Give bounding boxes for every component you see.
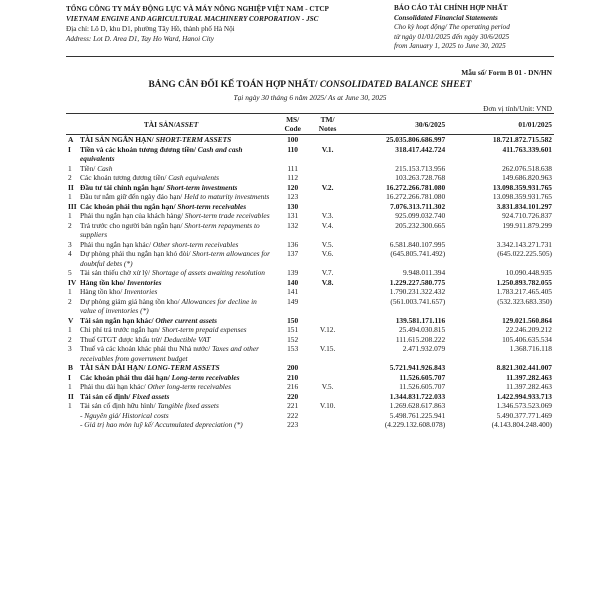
table-row xyxy=(66,164,554,174)
asset-label xyxy=(66,411,276,421)
value-2025-06-30: 5.721.941.926.843 xyxy=(389,363,446,372)
table-row xyxy=(66,192,554,202)
row-code: 216 xyxy=(287,382,299,391)
asset-label xyxy=(66,401,276,411)
asset-name-en: Allowances for decline in value of inventories (*) xyxy=(80,296,257,315)
col-date-2: 01/01/2025 xyxy=(447,114,554,135)
asset-name-vn: Trả trước cho người bán ngắn hạn/ xyxy=(80,220,185,230)
asset-label xyxy=(66,221,276,240)
value-2025-06-30: 7.076.313.711.302 xyxy=(390,201,446,211)
row-index: 1 xyxy=(68,382,72,391)
value-2025-01-01: 1.783.217.465.405 xyxy=(496,287,552,296)
asset-label xyxy=(66,145,276,164)
asset-label xyxy=(66,287,276,297)
asset-label xyxy=(66,392,276,402)
value-2025-06-30: 16.272.266.781.080 xyxy=(386,192,446,201)
asset-name-vn: Các khoản phải thu dài hạn/ xyxy=(80,372,172,382)
row-index: I xyxy=(68,144,71,154)
row-index: 2 xyxy=(68,173,72,182)
company-name-en: VIETNAM ENGINE AND AGRICULTURAL MACHINERY CORPORATION - JSC xyxy=(66,15,319,23)
asset-label xyxy=(66,192,276,202)
asset-name-vn: TÀI SẢN DÀI HẠN/ xyxy=(80,363,148,372)
asset-label xyxy=(66,202,276,212)
asset-label xyxy=(66,183,276,193)
row-code: 123 xyxy=(287,192,299,201)
value-2025-01-01: (4.143.804.248.400) xyxy=(491,420,552,429)
row-code: 120 xyxy=(287,182,299,192)
asset-name-vn: Dự phòng giảm giá hàng tồn kho/ xyxy=(80,296,182,306)
row-note xyxy=(309,411,346,421)
row-index: I xyxy=(68,372,71,382)
asset-name-vn: - Giá trị hao mòn luỹ kế/ xyxy=(80,420,155,429)
header-divider xyxy=(66,56,554,57)
asset-name-en: Cash equivalents xyxy=(168,173,219,182)
asset-name-vn: TÀI SẢN NGẮN HẠN/ xyxy=(80,135,156,144)
asset-label xyxy=(66,316,276,326)
value-2025-01-01: 411.763.339.601 xyxy=(502,144,552,154)
asset-name-en: Cash and cash equivalents xyxy=(80,144,243,163)
value-2025-01-01: 5.490.377.771.469 xyxy=(496,410,552,420)
row-code: 136 xyxy=(287,239,299,249)
asset-label xyxy=(66,135,276,145)
asset-name-vn: Tài sản ngắn hạn khác/ xyxy=(80,315,156,325)
table-row xyxy=(66,411,554,421)
value-2025-06-30: 205.232.300.665 xyxy=(395,220,446,230)
table-row xyxy=(66,268,554,278)
asset-label xyxy=(66,382,276,392)
row-index: A xyxy=(68,135,74,144)
value-2025-01-01: (532.323.683.350) xyxy=(497,296,552,306)
row-code: 140 xyxy=(287,277,299,287)
row-code: 152 xyxy=(287,334,299,344)
value-2025-01-01: 22.246.209.212 xyxy=(505,325,552,334)
row-code: 220 xyxy=(287,391,299,401)
address-en: Address: Lot D. Area D1, Tay Ho Ward, Hanoi City xyxy=(66,35,214,43)
value-2025-01-01: 199.911.879.299 xyxy=(502,220,552,230)
form-number: Mẫu số/ Form B 01 - DN/HN xyxy=(461,68,552,77)
row-note xyxy=(309,297,346,316)
row-code: 149 xyxy=(287,296,299,306)
table-row xyxy=(66,373,554,383)
asset-name-en: Long-term receivables xyxy=(171,372,240,382)
row-note xyxy=(309,173,346,183)
table-row xyxy=(66,173,554,183)
asset-name-vn: Tài sản thiếu chờ xử lý/ xyxy=(80,268,152,277)
value-2025-01-01: 11.397.282.463 xyxy=(506,382,552,391)
row-note: V.4. xyxy=(321,220,334,230)
asset-name-vn: Thuế GTGT được khấu trừ/ xyxy=(80,334,164,344)
table-row xyxy=(66,344,554,363)
asset-name-vn: - Nguyên giá/ xyxy=(80,410,123,420)
value-2025-06-30: 318.417.442.724 xyxy=(395,144,446,154)
value-2025-01-01: 18.721.872.715.582 xyxy=(492,135,552,144)
value-2025-06-30: 139.581.171.116 xyxy=(395,315,446,325)
asset-name-en: Other long-term receivables xyxy=(147,382,231,391)
asset-name-en: Inventories xyxy=(127,277,162,287)
row-index: 1 xyxy=(68,192,72,201)
asset-label xyxy=(66,164,276,174)
row-code: 132 xyxy=(287,220,299,230)
value-2025-06-30: 25.035.806.686.997 xyxy=(386,135,446,144)
asset-name-en: Shortage of assets awaiting resolution xyxy=(151,268,266,277)
row-note xyxy=(309,192,346,202)
asset-name-vn: Dự phòng phải thu ngắn hạn khó đòi/ xyxy=(80,249,193,258)
asset-name-vn: Phải thu dài hạn khác/ xyxy=(80,382,148,391)
value-2025-01-01: (645.022.225.505) xyxy=(497,249,552,258)
asset-name-vn: Tài sản cố định/ xyxy=(80,391,133,401)
asset-name-vn: Các khoản tương đương tiền/ xyxy=(80,173,169,182)
table-row xyxy=(66,420,554,430)
asset-label xyxy=(66,335,276,345)
row-index: 1 xyxy=(68,401,72,410)
col-code-1: MS/ xyxy=(286,115,300,124)
value-2025-01-01: 262.076.518.638 xyxy=(502,163,552,173)
row-note xyxy=(309,335,346,345)
asset-name-vn: Thuế và các khoản khác phải thu Nhà nước/ xyxy=(80,344,213,353)
asset-name-en: Accumulated depreciation (*) xyxy=(154,420,243,429)
row-index: 4 xyxy=(68,249,72,258)
row-index xyxy=(68,411,80,421)
asset-name-en: LONG-TERM ASSETS xyxy=(147,363,220,372)
row-index: II xyxy=(68,182,74,192)
value-2025-06-30: 1.790.231.322.432 xyxy=(389,287,446,296)
row-note xyxy=(309,392,346,402)
row-index: V xyxy=(68,315,74,325)
table-row xyxy=(66,278,554,288)
asset-name-vn: Đầu tư tài chính ngắn hạn/ xyxy=(80,182,167,192)
asset-label xyxy=(66,173,276,183)
asset-label xyxy=(66,211,276,221)
asset-name-en: Short-term repayments to suppliers xyxy=(80,220,260,239)
table-row xyxy=(66,202,554,212)
asset-label xyxy=(66,278,276,288)
row-code: 111 xyxy=(287,163,298,173)
asset-name-en: Taxes and other receivables from government budget xyxy=(80,344,260,363)
table-row xyxy=(66,135,554,145)
row-note xyxy=(309,164,346,174)
value-2025-06-30: (645.805.741.492) xyxy=(390,249,446,258)
asset-name-vn: Đầu tư nắm giữ đến ngày đáo hạn/ xyxy=(80,192,185,201)
table-row xyxy=(66,221,554,240)
value-2025-06-30: (4.229.132.608.078) xyxy=(384,420,446,429)
table-row xyxy=(66,363,554,373)
asset-label xyxy=(66,240,276,250)
statement-date: Tại ngày 30 tháng 6 năm 2025/ As at June 30, 2025 xyxy=(233,93,387,102)
col-asset xyxy=(66,114,276,135)
row-note xyxy=(309,202,346,212)
report-header xyxy=(394,4,554,52)
value-2025-01-01: 3.342.143.271.731 xyxy=(496,239,552,249)
table-row xyxy=(66,382,554,392)
row-note xyxy=(309,420,346,430)
row-code: 137 xyxy=(287,249,299,258)
col-code-2: Code xyxy=(284,124,301,133)
col-notes xyxy=(309,114,346,135)
asset-label xyxy=(66,420,276,430)
asset-name-en: Other short-term receivables xyxy=(152,239,239,249)
asset-label xyxy=(66,373,276,383)
value-2025-01-01: 3.831.834.101.297 xyxy=(496,201,552,211)
company-name-vn: TỔNG CÔNG TY MÁY ĐỘNG LỰC VÀ MÁY NÔNG NGHIỆP VIỆT NAM - CTCP xyxy=(66,5,329,13)
col-asset-en: ASSET xyxy=(175,119,199,129)
row-code: 139 xyxy=(287,268,299,277)
asset-name-en: Held to maturity investments xyxy=(184,192,270,201)
value-2025-06-30: 11.526.605.707 xyxy=(399,372,446,382)
value-2025-06-30: 925.099.032.740 xyxy=(395,211,446,220)
value-2025-01-01: 13.098.359.931.765 xyxy=(492,182,552,192)
row-code: 150 xyxy=(287,315,299,325)
asset-name-en: Inventories xyxy=(124,287,158,296)
asset-name-vn: Tiền và các khoản tương đương tiền/ xyxy=(80,144,198,154)
asset-name-vn: Các khoản phải thu ngắn hạn/ xyxy=(80,201,178,211)
row-code: 130 xyxy=(287,201,299,211)
row-index: 1 xyxy=(68,163,72,173)
row-index: IV xyxy=(68,277,77,287)
row-code: 221 xyxy=(287,401,299,410)
asset-name-vn: Hàng tồn kho/ xyxy=(80,277,128,287)
period-line-1: Cho kỳ hoạt động/ The operating period xyxy=(394,23,510,31)
row-note xyxy=(309,363,346,373)
row-note: V.5. xyxy=(321,382,334,391)
value-2025-01-01: 10.090.448.935 xyxy=(505,268,552,277)
value-2025-06-30: 111.615.208.222 xyxy=(395,334,446,344)
row-index: 1 xyxy=(68,325,72,334)
row-code: 131 xyxy=(287,211,299,220)
asset-label xyxy=(66,344,276,363)
value-2025-01-01: 1.346.573.523.069 xyxy=(496,401,552,410)
row-index: 3 xyxy=(68,239,72,249)
value-2025-01-01: 1.422.994.933.713 xyxy=(496,391,552,401)
statement-title-vn: BẢNG CÂN ĐỐI KẾ TOÁN HỢP NHẤT/ xyxy=(148,80,318,90)
table-row xyxy=(66,316,554,326)
asset-name-vn: Phải thu ngắn hạn khác/ xyxy=(80,239,153,249)
table-header-row xyxy=(66,114,554,135)
value-2025-01-01: 924.710.726.837 xyxy=(502,211,552,220)
row-note: V.8. xyxy=(321,277,334,287)
asset-name-en: Fixed assets xyxy=(132,391,170,401)
row-note: V.1. xyxy=(321,144,334,154)
row-code: 222 xyxy=(287,410,299,420)
row-index: 2 xyxy=(68,220,72,230)
report-title-en: Consolidated Financial Statements xyxy=(394,13,498,22)
statement-title xyxy=(66,80,554,90)
asset-name-en: Deductible VAT xyxy=(163,334,211,344)
value-2025-06-30: 1.344.831.722.033 xyxy=(389,391,446,401)
asset-name-en: Short-term allowances for doubtful debts (*) xyxy=(80,249,270,268)
row-code: 151 xyxy=(287,325,299,334)
asset-name-en: Short-term prepaid expenses xyxy=(161,325,247,334)
value-2025-06-30: (561.003.741.657) xyxy=(390,296,446,306)
value-2025-06-30: 6.581.840.107.995 xyxy=(389,239,446,249)
row-index: 2 xyxy=(68,334,72,344)
row-note: V.6. xyxy=(321,249,334,258)
asset-label xyxy=(66,363,276,373)
table-row xyxy=(66,335,554,345)
value-2025-01-01: 149.686.820.963 xyxy=(502,173,552,182)
row-note xyxy=(309,316,346,326)
asset-name-en: Cash xyxy=(97,163,113,173)
row-index: II xyxy=(68,391,74,401)
asset-label xyxy=(66,268,276,278)
value-2025-01-01: 105.406.635.534 xyxy=(502,334,552,344)
asset-name-en: Short-term receivables xyxy=(177,201,247,211)
col-notes-2: Notes xyxy=(318,124,337,133)
table-body xyxy=(66,135,554,430)
asset-name-vn: Hàng tồn kho/ xyxy=(80,287,125,296)
value-2025-01-01: 13.098.359.931.765 xyxy=(492,192,552,201)
col-date-1: 30/6/2025 xyxy=(346,114,447,135)
report-title-vn: BÁO CÁO TÀI CHÍNH HỢP NHẤT xyxy=(394,4,508,12)
row-code: 200 xyxy=(287,363,299,372)
value-2025-01-01: 11.397.282.463 xyxy=(506,372,552,382)
address-vn: Địa chỉ: Lô D, khu D1, phường Tây Hồ, thành phố Hà Nội xyxy=(66,25,235,33)
asset-name-en: Historical costs xyxy=(122,410,169,420)
value-2025-06-30: 9.948.011.394 xyxy=(402,268,446,277)
col-asset-vn: TÀI SẢN/ xyxy=(143,119,176,129)
table-row xyxy=(66,211,554,221)
asset-label xyxy=(66,249,276,268)
value-2025-06-30: 215.153.713.956 xyxy=(395,163,446,173)
period-line-2: từ ngày 01/01/2025 đến ngày 30/6/2025 xyxy=(394,32,510,41)
table-row xyxy=(66,287,554,297)
row-code: 141 xyxy=(287,287,299,296)
row-code: 112 xyxy=(287,173,299,182)
row-note: V.5. xyxy=(321,239,334,249)
row-index: III xyxy=(68,201,77,211)
row-code: 100 xyxy=(287,135,299,144)
row-note xyxy=(309,373,346,383)
company-header xyxy=(66,4,396,44)
value-2025-06-30: 25.494.030.815 xyxy=(398,325,446,334)
statement-title-en: CONSOLIDATED BALANCE SHEET xyxy=(319,80,472,90)
table-row xyxy=(66,297,554,316)
row-code: 110 xyxy=(287,144,298,154)
asset-label xyxy=(66,297,276,316)
asset-name-en: Short-term trade receivables xyxy=(184,211,270,220)
row-code: 153 xyxy=(287,344,299,353)
row-index: 3 xyxy=(68,344,72,353)
asset-name-en: SHORT-TERM ASSETS xyxy=(155,135,232,144)
value-2025-01-01: 1.250.893.782.055 xyxy=(496,277,552,287)
table-row xyxy=(66,392,554,402)
value-2025-01-01: 1.368.716.118 xyxy=(509,344,552,353)
row-note: V.3. xyxy=(321,211,334,220)
table-row xyxy=(66,240,554,250)
table-row xyxy=(66,183,554,193)
currency-unit: Đơn vị tính/Unit: VND xyxy=(483,104,552,113)
table-row xyxy=(66,325,554,335)
row-note xyxy=(309,287,346,297)
asset-name-vn: Tài sản cố định hữu hình/ xyxy=(80,401,158,410)
asset-label xyxy=(66,325,276,335)
value-2025-06-30: 2.471.932.079 xyxy=(402,344,446,353)
row-index: 1 xyxy=(68,287,72,296)
value-2025-06-30: 1.269.628.617.863 xyxy=(389,401,446,410)
row-note: V.7. xyxy=(321,268,334,277)
table-row xyxy=(66,145,554,164)
asset-name-vn: Chi phí trả trước ngắn hạn/ xyxy=(80,325,162,334)
col-notes-1: TM/ xyxy=(320,115,335,124)
value-2025-06-30: 1.229.227.580.775 xyxy=(389,277,446,287)
row-index: 5 xyxy=(68,268,72,277)
asset-name-en: Short-term investments xyxy=(166,182,238,192)
value-2025-06-30: 16.272.266.781.080 xyxy=(386,182,446,192)
row-note xyxy=(309,135,346,145)
period-line-3: from January 1, 2025 to June 30, 2025 xyxy=(394,42,506,50)
asset-name-en: Other current assets xyxy=(155,315,217,325)
row-index: 1 xyxy=(68,211,72,220)
value-2025-01-01: 8.821.302.441.007 xyxy=(496,363,552,372)
value-2025-01-01: 129.021.560.864 xyxy=(502,315,552,325)
row-note: V.2. xyxy=(321,182,334,192)
value-2025-06-30: 103.263.728.768 xyxy=(395,173,446,182)
row-index xyxy=(68,420,80,430)
balance-sheet-table xyxy=(66,113,554,430)
value-2025-06-30: 5.498.761.225.941 xyxy=(389,410,446,420)
row-note: V.12. xyxy=(319,325,336,334)
asset-name-vn: Tiền/ xyxy=(80,163,98,173)
row-code: 223 xyxy=(287,420,299,429)
asset-name-vn: Phải thu ngắn hạn của khách hàng/ xyxy=(80,211,185,220)
value-2025-06-30: 11.526.605.707 xyxy=(399,382,446,391)
row-index: 2 xyxy=(68,296,72,306)
row-note: V.15. xyxy=(319,344,336,353)
row-code: 210 xyxy=(287,372,299,382)
asset-name-en: Tangible fixed assets xyxy=(157,401,219,410)
row-note: V.10. xyxy=(319,401,336,410)
table-row xyxy=(66,249,554,268)
col-code xyxy=(276,114,309,135)
table-row xyxy=(66,401,554,411)
row-index: B xyxy=(68,363,73,372)
